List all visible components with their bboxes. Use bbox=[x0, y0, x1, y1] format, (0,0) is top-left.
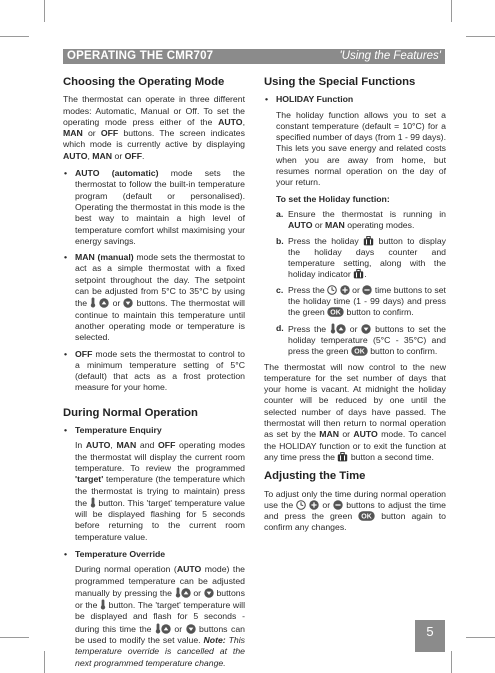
to-set-holiday-heading: To set the Holiday function: bbox=[276, 193, 390, 204]
clock-icon bbox=[327, 285, 337, 295]
temperature-enquiry-title: • Temperature Enquiry bbox=[63, 425, 245, 436]
suitcase-icon bbox=[337, 452, 348, 462]
left-column bbox=[63, 77, 245, 673]
heading-special-functions: Using the Special Functions bbox=[264, 76, 416, 88]
up-arrow-icon bbox=[336, 324, 346, 334]
step-d: d. Press the or buttons to set the holiday temperature (5°C - 35°C) and press the green OK button to confirm. bbox=[276, 322, 446, 357]
down-arrow-icon bbox=[123, 298, 133, 308]
temperature-enquiry-text: In AUTO, MAN and OFF operating modes the thermostat will display the current room temperature. To review the programmed 'target' temperature (the temperature which the thermostat is trying to maintain) press the button. This 'target' temperature value will be displayed flashing for 5 seconds before returning to the current room temperature value. bbox=[75, 440, 246, 542]
svg-text:OK: OK bbox=[354, 348, 365, 356]
header-title: OPERATING THE CMR707 bbox=[67, 50, 214, 62]
down-arrow-icon bbox=[361, 324, 371, 334]
up-arrow-icon bbox=[99, 298, 109, 308]
crop-mark bbox=[44, 651, 45, 673]
svg-text:OK: OK bbox=[330, 309, 341, 317]
ok-icon bbox=[327, 307, 344, 317]
suitcase-icon bbox=[353, 269, 364, 279]
svg-text:OK: OK bbox=[361, 513, 372, 521]
ok-icon bbox=[351, 346, 368, 356]
adjust-time-text: To adjust only the time during normal operation use the or buttons to adjust the time and press the green OK button again to confirm any changes. bbox=[264, 488, 446, 533]
page-header bbox=[63, 49, 445, 64]
crop-mark bbox=[451, 0, 452, 22]
intro-paragraph: The thermostat can operate in three different modes: Automatic, Manual or Off. To set the operating mode press either of the AUTO, MAN or OFF buttons. The screen indicates which mode is currently active by displaying AUTO, MAN or OFF. bbox=[63, 94, 245, 161]
suitcase-icon bbox=[363, 236, 374, 246]
heading-normal-operation: During Normal Operation bbox=[63, 406, 198, 419]
step-b: b. Press the holiday button to display the holiday days counter and temperature setting, along with the holiday indicator . bbox=[276, 235, 446, 280]
up-arrow-icon bbox=[181, 588, 191, 598]
minus-icon bbox=[333, 500, 343, 510]
temperature-override-text: During normal operation (AUTO mode) the programmed temperature can be adjusted manually by pressing the or buttons or the button. The 'target' temperature will be displayed and flash for 5 seconds - during this time the or buttons can be used to modify the set value. Note: This temperature override is cancelled at the next programmed temperature change. bbox=[75, 564, 246, 668]
crop-mark bbox=[0, 36, 29, 37]
right-column bbox=[264, 77, 446, 534]
step-a: a. Ensure the thermostat is running in AUTO or MAN operating modes. bbox=[276, 208, 446, 231]
holiday-after-text: The thermostat will now control to the new temperature for the set number of days that your home is vacant. At midnight the holiday counter will be reduced by one until the selected number of days have passed. The thermostat will then return to normal operation as set by the MAN or AUTO mode. To cancel the HOLIDAY function or to exit the function at any time press the button a second time. bbox=[264, 361, 447, 462]
thermometer-icon bbox=[90, 297, 96, 308]
auto-mode-item: • AUTO (automatic) mode sets the thermostat to follow the built-in temperature program (default or personalised). Operating the thermostat in this mode is the best way to maintain a high level of temperature comfort whilst maximising your energy savings. bbox=[63, 168, 245, 247]
clock-icon bbox=[296, 500, 306, 510]
holiday-function-text: The holiday function allows you to set a constant temperature (default = 10°C) for a specified number of days (from 1 - 99 days). This lets you save energy and related costs when you are away from home, but resumes normal operation on the day of your return. bbox=[276, 109, 446, 188]
plus-icon bbox=[340, 285, 350, 295]
crop-mark bbox=[44, 0, 45, 22]
step-c: c. Press the or time buttons to set the holiday time (1 - 99 days) and press the green OK button to confirm. bbox=[276, 284, 446, 318]
temperature-override-title: • Temperature Override bbox=[63, 549, 245, 560]
down-arrow-icon bbox=[204, 588, 214, 598]
crop-mark bbox=[466, 637, 495, 638]
plus-icon bbox=[309, 500, 319, 510]
header-section: 'Using the Features' bbox=[339, 50, 441, 62]
crop-mark bbox=[466, 36, 495, 37]
heading-choosing-mode: Choosing the Operating Mode bbox=[63, 76, 225, 88]
holiday-function-title: • HOLIDAY Function bbox=[264, 94, 446, 105]
crop-mark bbox=[451, 651, 452, 673]
up-arrow-icon bbox=[161, 624, 171, 634]
minus-icon bbox=[362, 285, 372, 295]
heading-adjusting-time: Adjusting the Time bbox=[264, 470, 366, 483]
ok-icon bbox=[358, 511, 375, 521]
crop-mark bbox=[0, 637, 29, 638]
man-mode-item: • MAN (manual) mode sets the thermostat to act as a simple thermostat with a fixed setpoint throughout the day. The setpoint can be adjusted from 5°C to 35°C by using the or buttons. The thermostat will continue to maintain this temperature until another operating mode or temperature is selected. bbox=[63, 252, 245, 343]
off-mode-item: • OFF mode sets the thermostat to control to a minimum temperature setting of 5°C (default) that acts as a frost protection measure for your home. bbox=[63, 349, 245, 394]
page-number: 5 bbox=[415, 620, 445, 652]
down-arrow-icon bbox=[186, 624, 196, 634]
